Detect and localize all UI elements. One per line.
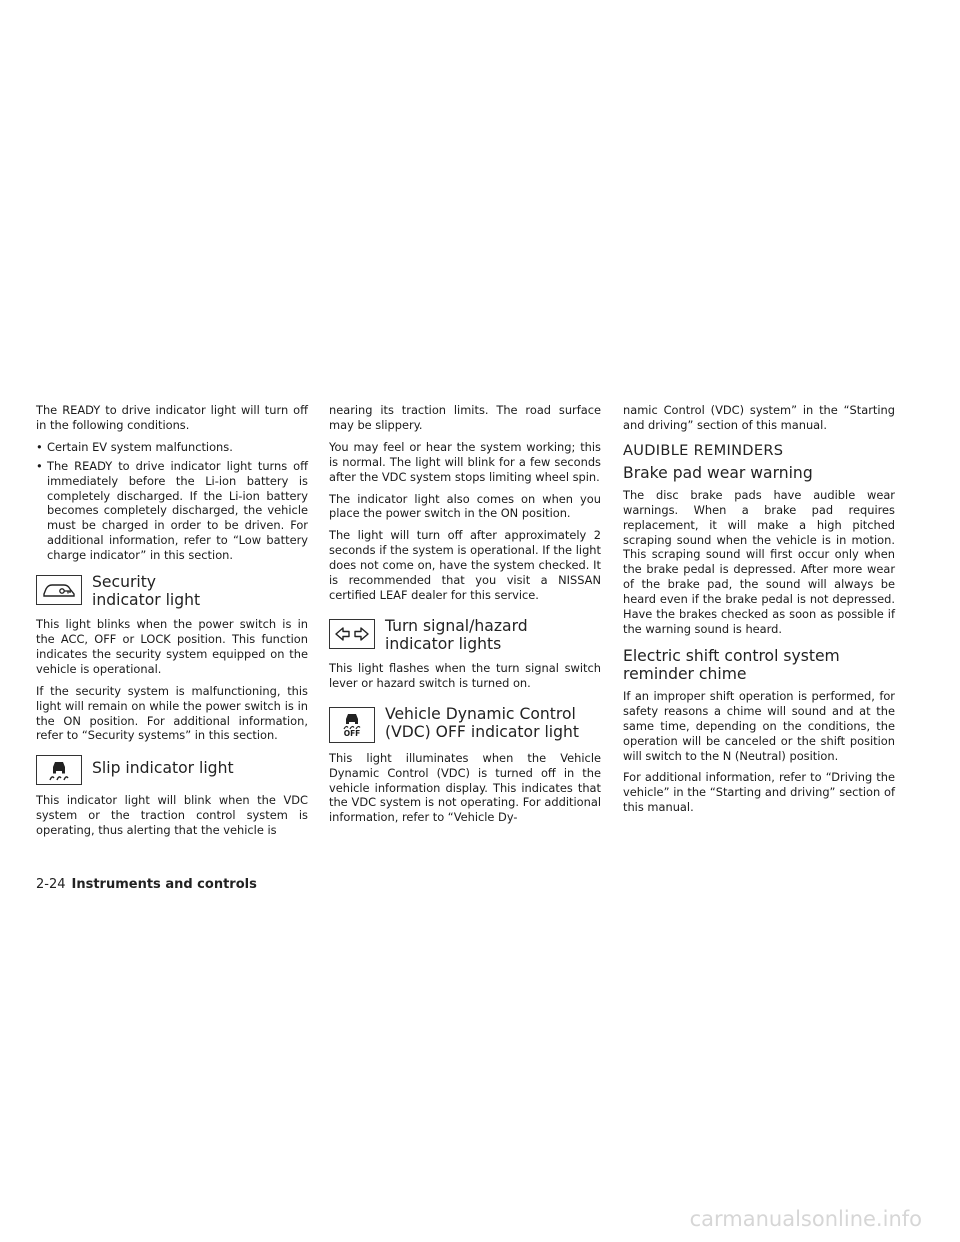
brake-pad-title: Brake pad wear warning: [623, 463, 813, 482]
slip-paragraph-1: This indicator light will blink when the VDC system or the traction control system is operating, thus alerting that the vehicle is: [36, 793, 308, 838]
security-paragraph-1: This light blinks when the power switch is in the ACC, OFF or LOCK position. This function indicates the security system equipped on the vehicle is operational.: [36, 617, 308, 676]
slip-heading: [36, 753, 308, 785]
ready-conditions-list: [36, 440, 308, 563]
column-3: [623, 403, 895, 822]
watermark-text: carmanualsonline.info: [689, 1207, 922, 1231]
shift-chime-paragraph-2: For additional information, refer to “Driving the vehicle” in the “Starting and driving” section of this manual.: [623, 770, 895, 815]
vdc-continued-paragraph: namic Control (VDC) system” in the “Starting and driving” section of this manual.: [623, 403, 895, 432]
security-paragraph-2: If the security system is malfunctioning, this light will remain on while the power switch is in the ON position. For additional information, refer to “Security systems” in this section.: [36, 683, 308, 743]
section-title: AUDIBLE REMINDERS: [623, 441, 784, 459]
shift-chime-paragraph-1: If an improper shift operation is performed, for safety reasons a chime will sound and at the same time, depending on the conditions, the operation will be canceled or the shift position will switch to the N (Neutral) position.: [623, 688, 895, 763]
slip-title: Slip indicator light: [92, 759, 234, 778]
security-car-key-icon: [36, 575, 82, 605]
turn-signal-heading: [329, 617, 601, 653]
list-item: • The READY to drive indicator light turns off immediately before the Li-ion battery is completely discharged. If the Li-ion battery becomes completely discharged, the vehicle must be charged in order to be driven. For additional information, refer to “Low battery charge indicator” in this section.: [36, 459, 308, 563]
footer-section-name: Instruments and controls: [71, 877, 257, 892]
security-heading: [36, 573, 308, 609]
security-title: Security indicator light: [92, 573, 201, 610]
slip-paragraph-2: nearing its traction limits. The road surface may be slippery.: [329, 403, 601, 432]
vdc-off-icon-label: OFF: [343, 728, 361, 738]
page-number: 2-24: [36, 877, 66, 892]
slip-paragraph-5: The light will turn off after approximately 2 seconds if the system is operational. If the light does not come on, have the system checked. It is recommended that you visit a NISSAN certified LEAF dealer for this service.: [329, 528, 601, 602]
brake-pad-paragraph: The disc brake pads have audible wear warnings. When a brake pad requires replacement, it will make a high pitched scraping sound when the vehicle is in motion. This scraping sound will first occur only when the brake pedal is depressed. After more wear of the brake pad, the sound will always be heard even if the brake pedal is not depressed. Have the brakes checked as soon as possible if the warning sound is heard.: [623, 487, 895, 636]
shift-chime-title: Electric shift control system reminder chime: [623, 646, 840, 683]
turn-signal-title: Turn signal/hazard indicator lights: [385, 616, 528, 653]
slip-indicator-icon: [36, 755, 82, 785]
slip-paragraph-3: You may feel or hear the system working; this is normal. The light will blink for a few seconds after the VDC system stops limiting wheel spin.: [329, 439, 601, 484]
ready-intro: The READY to drive indicator light will turn off in the following conditions.: [36, 403, 308, 432]
turn-signal-arrows-icon: [329, 619, 375, 649]
vdc-off-heading: [329, 705, 601, 743]
page-footer: [36, 877, 257, 892]
column-1: [36, 403, 308, 845]
slip-paragraph-4: The indicator light also comes on when you place the power switch in the ON position.: [329, 491, 601, 521]
vdc-off-paragraph: This light illuminates when the Vehicle Dynamic Control (VDC) is turned off in the vehicle information display. This indicates that the VDC system is not operating. For additional information, refer to “Vehicle Dy-: [329, 750, 601, 825]
vdc-off-icon: [329, 707, 375, 743]
vdc-off-title: Vehicle Dynamic Control (VDC) OFF indicator light: [385, 704, 580, 741]
list-item: • Certain EV system malfunctions.: [36, 440, 308, 455]
turn-signal-paragraph: This light flashes when the turn signal switch lever or hazard switch is turned on.: [329, 660, 601, 690]
column-2: [329, 403, 601, 832]
